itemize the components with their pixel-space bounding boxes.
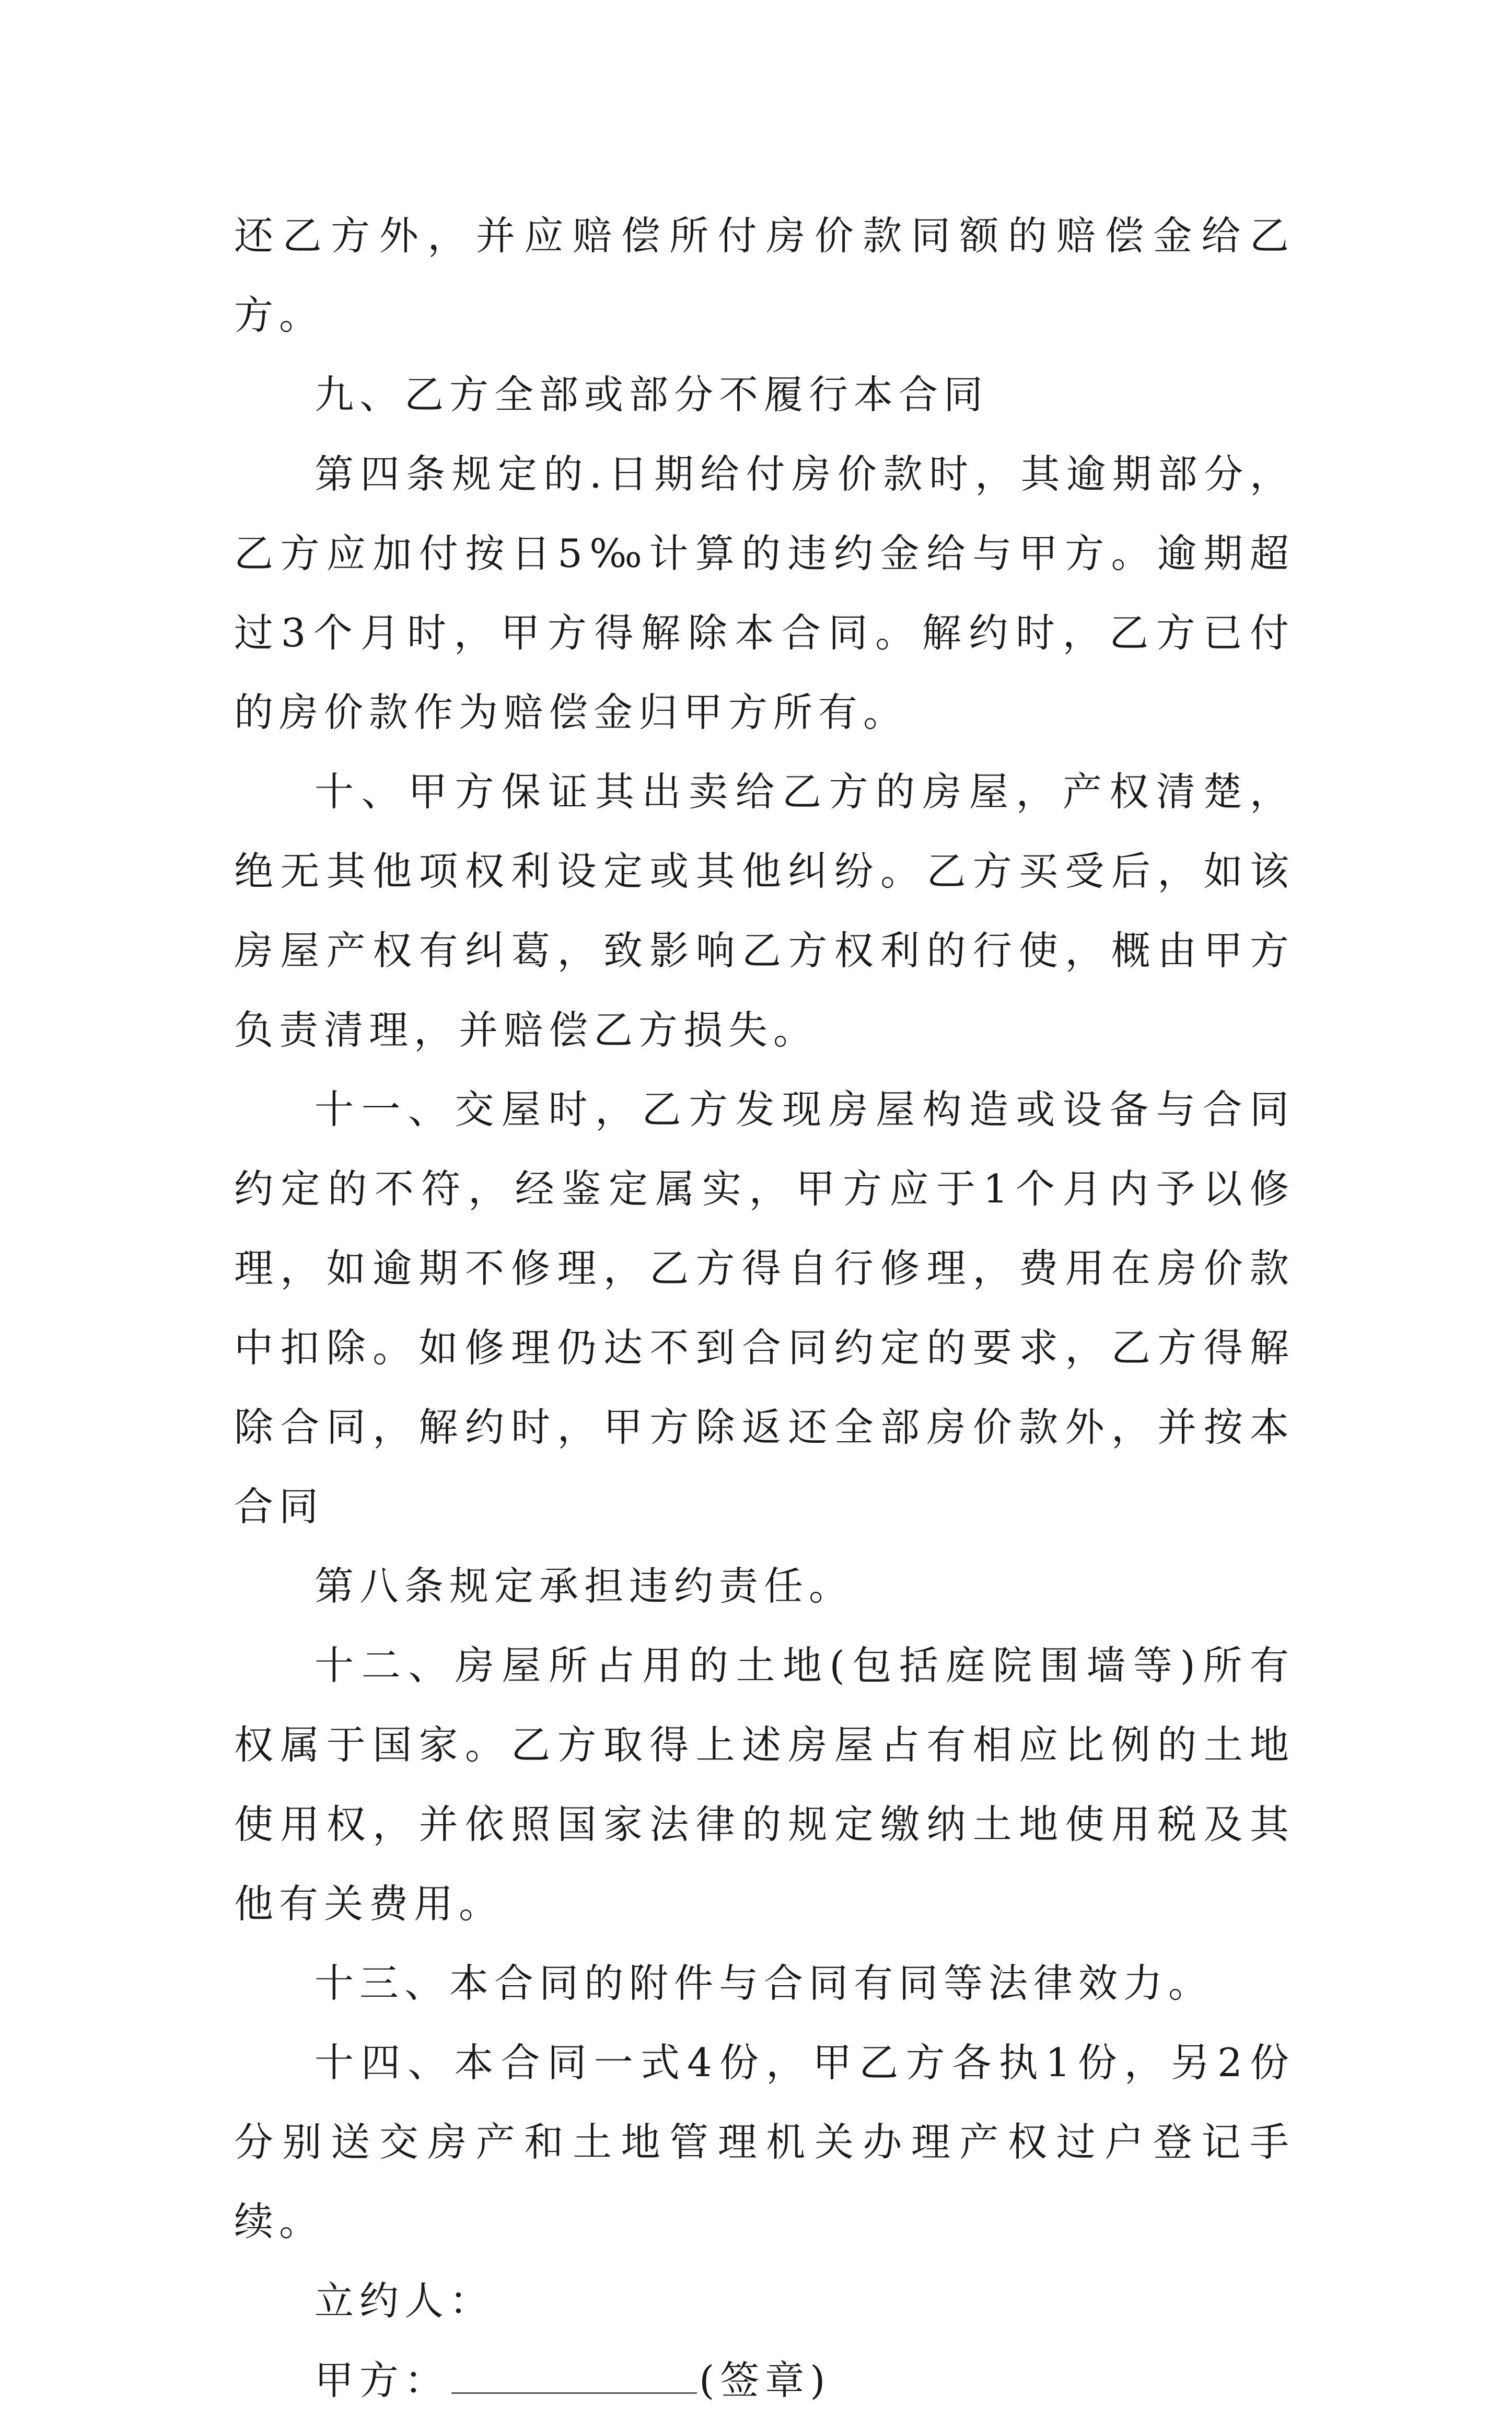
clause-13: 十三、本合同的附件与合同有同等法律效力。 [315,1960,1214,2006]
clause-9-body: 第四条规定的.日期给付房价款时，其逾期部分，乙方应加付按日5‰计算的违约金给与甲方。逾期超过3个月时，甲方得解除本合同。解约时，乙方已付的房价款作为赔偿金归甲方所有。 [234,451,1295,735]
clause-12: 十二、房屋所占用的土地(包括庭院围墙等)所有权属于国家。乙方取得上述房屋占有相应比例的土地使用权，并依照国家法律的规定缴纳土地使用税及其他有关费用。 [234,1642,1295,1927]
clause-14: 十四、本合同一式4份，甲乙方各执1份，另2份分别送交房产和土地管理机关办理产权过户登记手续。 [234,2040,1295,2244]
document-page [234,196,1295,2420]
party-a-signature-row [234,2341,1295,2420]
paragraph-continuation: 还乙方外，并应赔偿所付房价款同额的赔偿金给乙方。 [234,213,1295,338]
party-a-label: 甲方： [315,2357,450,2403]
clause-9-heading: 九、乙方全部或部分不履行本合同 [315,372,989,418]
clause-11-continuation: 第八条规定承担违约责任。 [315,1563,854,1609]
clause-10: 十、甲方保证其出卖给乙方的房屋，产权清楚，绝无其他项权利设定或其他纠纷。乙方买受后，如该房屋产权有纠葛，致影响乙方权利的行使，概由甲方负责清理，并赔偿乙方损失。 [234,769,1295,1053]
signature-seal-label: (签章) [699,2357,831,2403]
signatories-heading: 立约人： [315,2278,495,2324]
clause-11: 十一、交屋时，乙方发现房屋构造或设备与合同约定的不符，经鉴定属实，甲方应于1个月内予以修理，如逾期不修理，乙方得自行修理，费用在房价款中扣除。如修理仍达不到合同约定的要求，乙方得解除合同，解约时，甲方除返还全部房价款外，并按本合同 [234,1086,1295,1530]
party-a-signature-field[interactable] [451,2361,697,2394]
